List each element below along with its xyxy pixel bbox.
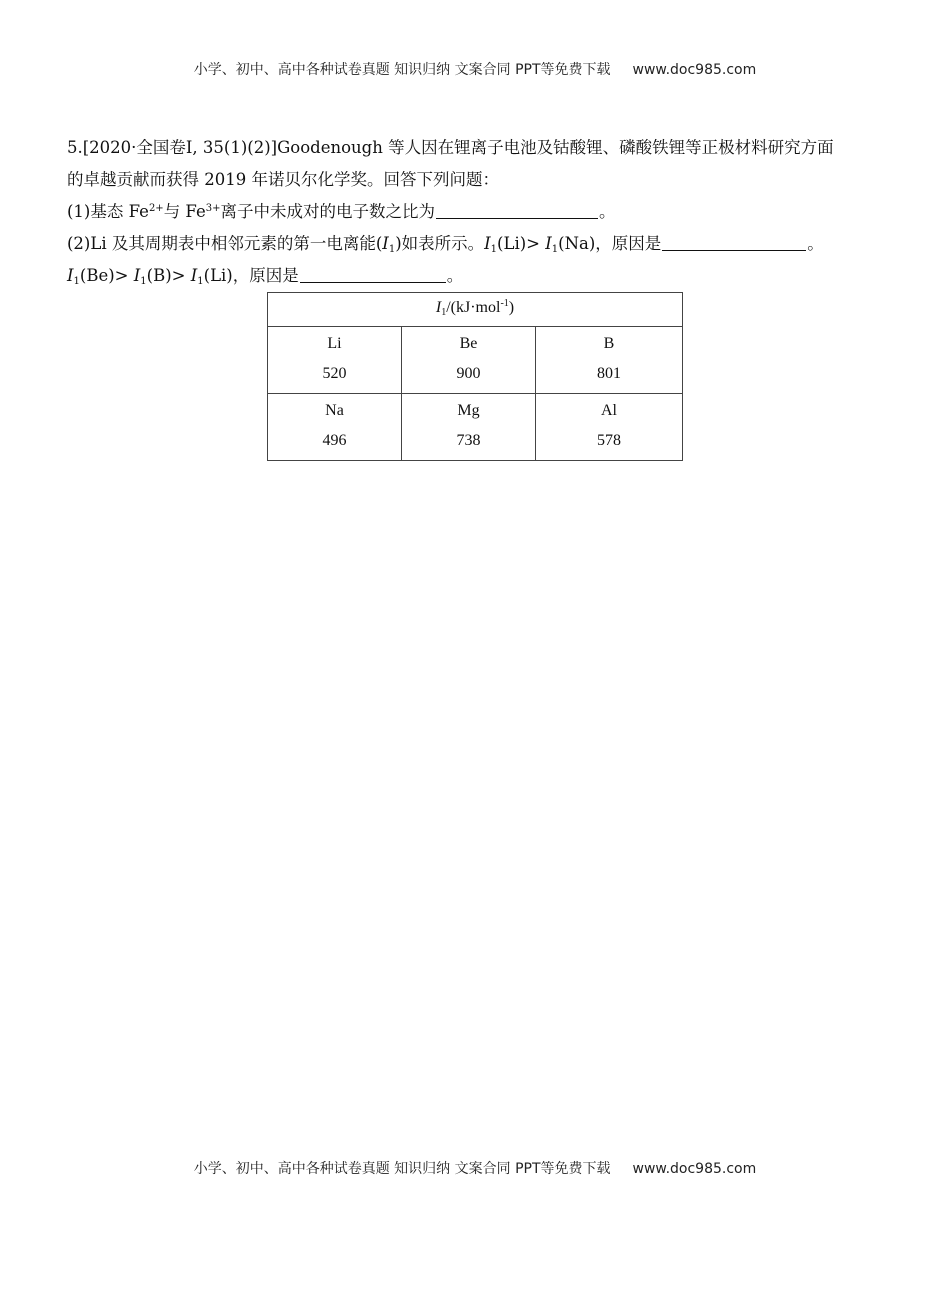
q2-cmp-symbol-1: I (484, 234, 491, 253)
q2-end: 。 (807, 234, 824, 253)
q2-subscript: 1 (388, 244, 396, 255)
ionization-energy-table-wrap (267, 292, 683, 461)
element-value: 900 (456, 365, 481, 382)
question-line-2: 的卓越贡献而获得 2019 年诺贝尔化学奖。回答下列问题： (67, 170, 499, 189)
table-header-subscript: 1 (441, 307, 447, 318)
table-cell (402, 394, 536, 461)
q3-symbol-3: I (190, 266, 198, 285)
q3-cmp-b: (B)> (146, 266, 191, 285)
question-block (67, 132, 887, 292)
table-header-unit-pre: /(kJ·mol (446, 299, 501, 316)
q3-cmp-c: (Li)，原因是 (203, 266, 299, 285)
table-header-unit-post: ) (508, 299, 515, 316)
footer-text: 小学、初中、高中各种试卷真题 知识归纳 文案合同 PPT等免费下载 (193, 1161, 611, 1177)
element-symbol: Al (601, 402, 617, 419)
q1-end: 。 (599, 202, 616, 221)
q3-cmp-a: (Be)> (79, 266, 134, 285)
page-footer (0, 1158, 950, 1178)
q1-charge-1: 2+ (148, 203, 164, 214)
q3-subscript-2: 1 (140, 276, 147, 287)
element-value: 578 (597, 432, 621, 449)
footer-url[interactable]: www.doc985.com (632, 1161, 757, 1177)
q3-subscript-3: 1 (197, 276, 204, 287)
table-header-cell (268, 293, 683, 327)
table-row (268, 394, 683, 461)
q2-symbol: I (382, 234, 389, 253)
element-symbol: B (603, 335, 615, 352)
q3-symbol-1: I (67, 266, 74, 285)
q2-cmp-subscript-1: 1 (490, 244, 498, 255)
table-header-symbol: I (435, 299, 442, 316)
element-value: 520 (322, 365, 347, 382)
answer-blank-3[interactable] (300, 260, 446, 283)
element-symbol: Mg (457, 402, 480, 419)
sub-question-2 (67, 228, 887, 260)
table-header-exponent: -1 (500, 298, 509, 309)
q2-cmp-subscript-2: 1 (551, 244, 559, 255)
header-text: 小学、初中、高中各种试卷真题 知识归纳 文案合同 PPT等免费下载 (193, 62, 611, 78)
q2-mid: )如表所示。 (395, 234, 485, 253)
q2-cmp-symbol-2: I (545, 234, 552, 253)
sub-question-1 (67, 196, 887, 228)
table-row (268, 327, 683, 394)
q1-suffix: 离子中未成对的电子数之比为 (220, 202, 435, 221)
question-line-1: 5.[2020·全国卷Ⅰ, 35(1)(2)]Goodenough 等人因在锂离子电池及钴酸锂、磷酸铁锂等正极材料研究方面 (67, 138, 834, 157)
sub-question-3 (67, 260, 887, 292)
q2-prefix: (2)Li 及其周期表中相邻元素的第一电离能( (67, 234, 383, 253)
element-symbol: Na (325, 402, 344, 419)
q3-symbol-2: I (133, 266, 141, 285)
table-cell (536, 394, 683, 461)
table-cell (268, 394, 402, 461)
table-cell (268, 327, 402, 394)
element-value: 738 (456, 432, 481, 449)
element-symbol: Be (459, 335, 478, 352)
table-header-row (268, 293, 683, 327)
element-value: 801 (597, 365, 621, 382)
q1-charge-2: 3+ (205, 203, 221, 214)
element-symbol: Li (327, 335, 342, 352)
table-cell (402, 327, 536, 394)
q3-subscript-1: 1 (73, 276, 80, 287)
table-cell (536, 327, 683, 394)
q1-prefix: (1)基态 Fe (67, 202, 149, 221)
page-header (0, 59, 950, 79)
element-value: 496 (322, 432, 347, 449)
ionization-energy-table (267, 292, 683, 461)
answer-blank-2[interactable] (662, 228, 806, 251)
q2-cmp-a: (Li)> (497, 234, 546, 253)
answer-blank-1[interactable] (436, 196, 598, 219)
q3-end: 。 (446, 266, 464, 285)
q2-cmp-b: (Na)，原因是 (558, 234, 662, 253)
q1-mid: 与 Fe (163, 202, 206, 221)
header-url[interactable]: www.doc985.com (632, 62, 757, 78)
